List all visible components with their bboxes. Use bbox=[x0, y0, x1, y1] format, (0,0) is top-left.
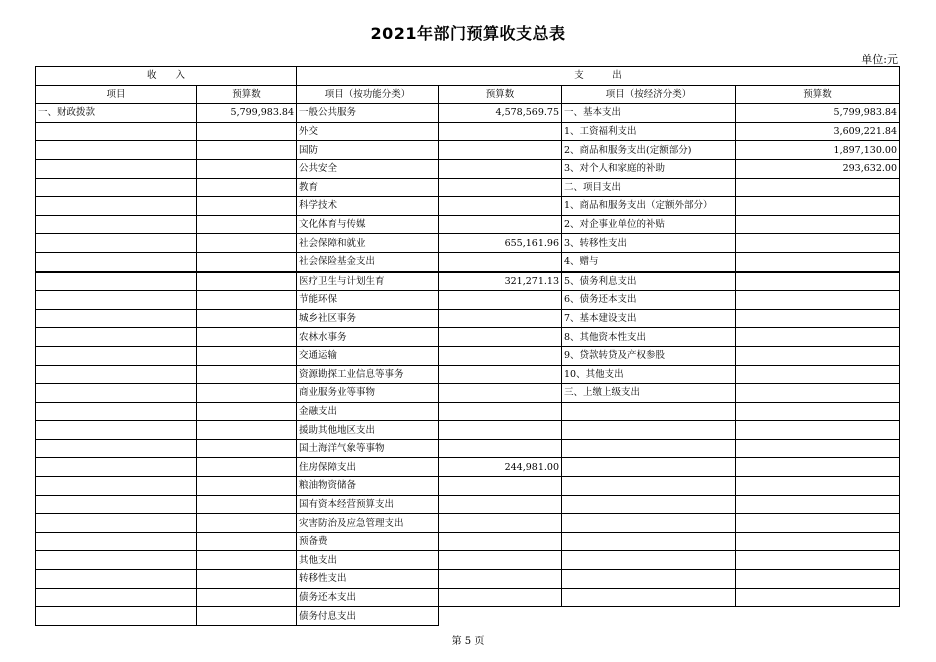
income-item-cell bbox=[36, 178, 197, 197]
func-item-cell: 农林水事务 bbox=[297, 328, 439, 347]
income-amount-cell bbox=[197, 234, 297, 253]
expense-header: 支 出 bbox=[297, 67, 900, 86]
econ-item-cell bbox=[562, 551, 736, 570]
econ-amount-cell bbox=[736, 272, 900, 291]
func-amount-cell bbox=[439, 570, 562, 589]
table-row bbox=[36, 159, 900, 178]
func-amount-cell bbox=[439, 514, 562, 533]
econ-item-cell: 2、对企事业单位的补贴 bbox=[562, 215, 736, 234]
table-row bbox=[36, 365, 900, 384]
budget-table bbox=[35, 66, 900, 626]
func-amount-cell bbox=[439, 495, 562, 514]
income-item-cell bbox=[36, 272, 197, 291]
econ-amount-cell bbox=[736, 346, 900, 365]
income-amount-cell bbox=[197, 346, 297, 365]
econ-item-cell bbox=[562, 570, 736, 589]
income-item-cell bbox=[36, 122, 197, 141]
econ-amount-cell: 1,897,130.00 bbox=[736, 141, 900, 160]
income-amount-cell bbox=[197, 551, 297, 570]
econ-amount-cell bbox=[736, 551, 900, 570]
table-row bbox=[36, 252, 900, 271]
table-row bbox=[36, 104, 900, 123]
func-amount-cell bbox=[439, 252, 562, 271]
income-item-cell bbox=[36, 141, 197, 160]
table-row bbox=[36, 402, 900, 421]
econ-item-cell: 1、工资福利支出 bbox=[562, 122, 736, 141]
income-amount-cell bbox=[197, 272, 297, 291]
income-item-cell bbox=[36, 495, 197, 514]
func-item-cell: 商业服务业等事物 bbox=[297, 384, 439, 403]
table-row bbox=[36, 272, 900, 291]
income-amount-cell bbox=[197, 532, 297, 551]
income-amount-cell bbox=[197, 384, 297, 403]
econ-item-cell: 一、基本支出 bbox=[562, 104, 736, 123]
econ-amount-cell bbox=[736, 439, 900, 458]
table-row bbox=[36, 421, 900, 440]
econ-amount-cell bbox=[736, 532, 900, 551]
func-amount-cell bbox=[439, 141, 562, 160]
econ-item-cell: 10、其他支出 bbox=[562, 365, 736, 384]
func-amount-cell bbox=[439, 291, 562, 310]
table-row bbox=[36, 588, 900, 607]
table-row bbox=[36, 215, 900, 234]
income-amount-cell bbox=[197, 141, 297, 160]
func-amount-cell bbox=[439, 421, 562, 440]
func-item-cell: 资源勘探工业信息等事务 bbox=[297, 365, 439, 384]
income-item-cell bbox=[36, 421, 197, 440]
income-amount-cell bbox=[197, 215, 297, 234]
func-amount-cell: 655,161.96 bbox=[439, 234, 562, 253]
func-item-cell: 城乡社区事务 bbox=[297, 309, 439, 328]
income-item-cell bbox=[36, 402, 197, 421]
econ-item-cell: 5、债务利息支出 bbox=[562, 272, 736, 291]
econ-item-cell bbox=[562, 439, 736, 458]
income-amount-cell bbox=[197, 159, 297, 178]
econ-amount-cell: 3,609,221.84 bbox=[736, 122, 900, 141]
income-amount-cell bbox=[197, 421, 297, 440]
col-econ-budget: 预算数 bbox=[736, 85, 900, 104]
func-amount-cell bbox=[439, 607, 562, 626]
func-item-cell: 教育 bbox=[297, 178, 439, 197]
income-item-cell: 一、财政拨款 bbox=[36, 104, 197, 123]
table-row bbox=[36, 141, 900, 160]
table-row bbox=[36, 328, 900, 347]
table-row bbox=[36, 309, 900, 328]
econ-amount-cell bbox=[736, 588, 900, 607]
econ-amount-cell bbox=[736, 514, 900, 533]
table-row bbox=[36, 439, 900, 458]
income-amount-cell bbox=[197, 607, 297, 626]
econ-item-cell bbox=[562, 588, 736, 607]
econ-amount-cell bbox=[736, 309, 900, 328]
func-item-cell: 预备费 bbox=[297, 532, 439, 551]
func-item-cell: 灾害防治及应急管理支出 bbox=[297, 514, 439, 533]
func-item-cell: 国有资本经营预算支出 bbox=[297, 495, 439, 514]
income-item-cell bbox=[36, 439, 197, 458]
income-amount-cell bbox=[197, 439, 297, 458]
func-item-cell: 其他支出 bbox=[297, 551, 439, 570]
econ-item-cell bbox=[562, 607, 736, 626]
func-amount-cell bbox=[439, 384, 562, 403]
econ-item-cell bbox=[562, 421, 736, 440]
income-amount-cell bbox=[197, 514, 297, 533]
income-amount-cell bbox=[197, 458, 297, 477]
income-item-cell bbox=[36, 458, 197, 477]
col-income-item: 项目 bbox=[36, 85, 197, 104]
func-item-cell: 文化体育与传媒 bbox=[297, 215, 439, 234]
func-item-cell: 债务付息支出 bbox=[297, 607, 439, 626]
func-item-cell: 一般公共服务 bbox=[297, 104, 439, 123]
income-amount-cell bbox=[197, 588, 297, 607]
func-amount-cell bbox=[439, 551, 562, 570]
column-header-row bbox=[36, 85, 900, 104]
func-item-cell: 粮油物资储备 bbox=[297, 477, 439, 496]
econ-amount-cell bbox=[736, 570, 900, 589]
income-amount-cell bbox=[197, 309, 297, 328]
income-amount-cell bbox=[197, 122, 297, 141]
income-amount-cell bbox=[197, 252, 297, 271]
econ-item-cell bbox=[562, 495, 736, 514]
col-func-item: 项目（按功能分类） bbox=[297, 85, 439, 104]
func-amount-cell bbox=[439, 178, 562, 197]
income-item-cell bbox=[36, 234, 197, 253]
econ-item-cell: 6、债务还本支出 bbox=[562, 291, 736, 310]
econ-item-cell bbox=[562, 477, 736, 496]
econ-amount-cell bbox=[736, 291, 900, 310]
econ-amount-cell bbox=[736, 215, 900, 234]
econ-amount-cell: 5,799,983.84 bbox=[736, 104, 900, 123]
income-amount-cell bbox=[197, 477, 297, 496]
econ-amount-cell bbox=[736, 477, 900, 496]
econ-amount-cell bbox=[736, 252, 900, 271]
func-amount-cell bbox=[439, 122, 562, 141]
func-amount-cell bbox=[439, 159, 562, 178]
page-title: 2021年部门预算收支总表 bbox=[370, 24, 566, 43]
econ-amount-cell bbox=[736, 178, 900, 197]
func-item-cell: 社会保险基金支出 bbox=[297, 252, 439, 271]
income-item-cell bbox=[36, 365, 197, 384]
func-amount-cell bbox=[439, 439, 562, 458]
econ-amount-cell bbox=[736, 421, 900, 440]
func-amount-cell bbox=[439, 365, 562, 384]
income-item-cell bbox=[36, 588, 197, 607]
income-item-cell bbox=[36, 328, 197, 347]
func-amount-cell bbox=[439, 588, 562, 607]
func-item-cell: 科学技术 bbox=[297, 197, 439, 216]
income-item-cell bbox=[36, 346, 197, 365]
func-item-cell: 国防 bbox=[297, 141, 439, 160]
econ-item-cell: 三、上缴上级支出 bbox=[562, 384, 736, 403]
table-row bbox=[36, 514, 900, 533]
income-amount-cell bbox=[197, 402, 297, 421]
func-item-cell: 医疗卫生与计划生育 bbox=[297, 272, 439, 291]
func-amount-cell bbox=[439, 215, 562, 234]
func-amount-cell bbox=[439, 309, 562, 328]
econ-item-cell bbox=[562, 514, 736, 533]
table-row bbox=[36, 178, 900, 197]
table-row bbox=[36, 532, 900, 551]
table-row bbox=[36, 607, 900, 626]
income-header: 收 入 bbox=[36, 67, 297, 86]
income-item-cell bbox=[36, 514, 197, 533]
col-econ-item: 项目（按经济分类） bbox=[562, 85, 736, 104]
income-item-cell bbox=[36, 607, 197, 626]
income-item-cell bbox=[36, 291, 197, 310]
func-item-cell: 债务还本支出 bbox=[297, 588, 439, 607]
table-row bbox=[36, 477, 900, 496]
func-amount-cell bbox=[439, 402, 562, 421]
table-row bbox=[36, 122, 900, 141]
income-item-cell bbox=[36, 215, 197, 234]
func-item-cell: 节能环保 bbox=[297, 291, 439, 310]
func-amount-cell bbox=[439, 477, 562, 496]
income-amount-cell bbox=[197, 365, 297, 384]
func-item-cell: 外交 bbox=[297, 122, 439, 141]
income-item-cell bbox=[36, 252, 197, 271]
income-amount-cell bbox=[197, 495, 297, 514]
econ-amount-cell bbox=[736, 495, 900, 514]
income-amount-cell bbox=[197, 197, 297, 216]
econ-amount-cell bbox=[736, 365, 900, 384]
econ-item-cell: 3、转移性支出 bbox=[562, 234, 736, 253]
table-row bbox=[36, 551, 900, 570]
col-income-budget: 预算数 bbox=[197, 85, 297, 104]
table-row bbox=[36, 197, 900, 216]
income-item-cell bbox=[36, 551, 197, 570]
econ-item-cell: 1、商品和服务支出（定额外部分） bbox=[562, 197, 736, 216]
func-amount-cell: 4,578,569.75 bbox=[439, 104, 562, 123]
econ-amount-cell bbox=[736, 402, 900, 421]
econ-item-cell: 4、赠与 bbox=[562, 252, 736, 271]
econ-amount-cell: 293,632.00 bbox=[736, 159, 900, 178]
econ-item-cell: 7、基本建设支出 bbox=[562, 309, 736, 328]
col-func-budget: 预算数 bbox=[439, 85, 562, 104]
func-item-cell: 援助其他地区支出 bbox=[297, 421, 439, 440]
econ-item-cell bbox=[562, 458, 736, 477]
func-item-cell: 转移性支出 bbox=[297, 570, 439, 589]
func-amount-cell: 244,981.00 bbox=[439, 458, 562, 477]
income-item-cell bbox=[36, 532, 197, 551]
unit-label: 单位:元 bbox=[861, 53, 898, 66]
section-header-row bbox=[36, 67, 900, 86]
func-item-cell: 住房保障支出 bbox=[297, 458, 439, 477]
budget-table-body bbox=[36, 67, 900, 626]
econ-item-cell: 二、项目支出 bbox=[562, 178, 736, 197]
econ-item-cell: 2、商品和服务支出(定额部分) bbox=[562, 141, 736, 160]
income-item-cell bbox=[36, 197, 197, 216]
table-row bbox=[36, 346, 900, 365]
page-number: 第 5 页 bbox=[451, 636, 485, 647]
econ-item-cell: 8、其他资本性支出 bbox=[562, 328, 736, 347]
table-row bbox=[36, 458, 900, 477]
income-item-cell bbox=[36, 159, 197, 178]
table-row bbox=[36, 291, 900, 310]
func-item-cell: 社会保障和就业 bbox=[297, 234, 439, 253]
func-item-cell: 公共安全 bbox=[297, 159, 439, 178]
econ-amount-cell bbox=[736, 197, 900, 216]
income-item-cell bbox=[36, 477, 197, 496]
econ-amount-cell bbox=[736, 607, 900, 626]
func-amount-cell bbox=[439, 328, 562, 347]
func-amount-cell: 321,271.13 bbox=[439, 272, 562, 291]
econ-amount-cell bbox=[736, 384, 900, 403]
func-amount-cell bbox=[439, 197, 562, 216]
func-amount-cell bbox=[439, 532, 562, 551]
income-item-cell bbox=[36, 309, 197, 328]
table-row bbox=[36, 495, 900, 514]
income-item-cell bbox=[36, 570, 197, 589]
econ-item-cell bbox=[562, 402, 736, 421]
table-row bbox=[36, 384, 900, 403]
func-item-cell: 国土海洋气象等事物 bbox=[297, 439, 439, 458]
func-item-cell: 金融支出 bbox=[297, 402, 439, 421]
func-amount-cell bbox=[439, 346, 562, 365]
econ-amount-cell bbox=[736, 234, 900, 253]
econ-item-cell bbox=[562, 532, 736, 551]
econ-item-cell: 3、对个人和家庭的补助 bbox=[562, 159, 736, 178]
income-amount-cell: 5,799,983.84 bbox=[197, 104, 297, 123]
econ-amount-cell bbox=[736, 458, 900, 477]
income-item-cell bbox=[36, 384, 197, 403]
income-amount-cell bbox=[197, 570, 297, 589]
econ-amount-cell bbox=[736, 328, 900, 347]
func-item-cell: 交通运输 bbox=[297, 346, 439, 365]
table-row bbox=[36, 234, 900, 253]
income-amount-cell bbox=[197, 178, 297, 197]
econ-item-cell: 9、贷款转贷及产权参股 bbox=[562, 346, 736, 365]
income-amount-cell bbox=[197, 328, 297, 347]
income-amount-cell bbox=[197, 291, 297, 310]
table-row bbox=[36, 570, 900, 589]
